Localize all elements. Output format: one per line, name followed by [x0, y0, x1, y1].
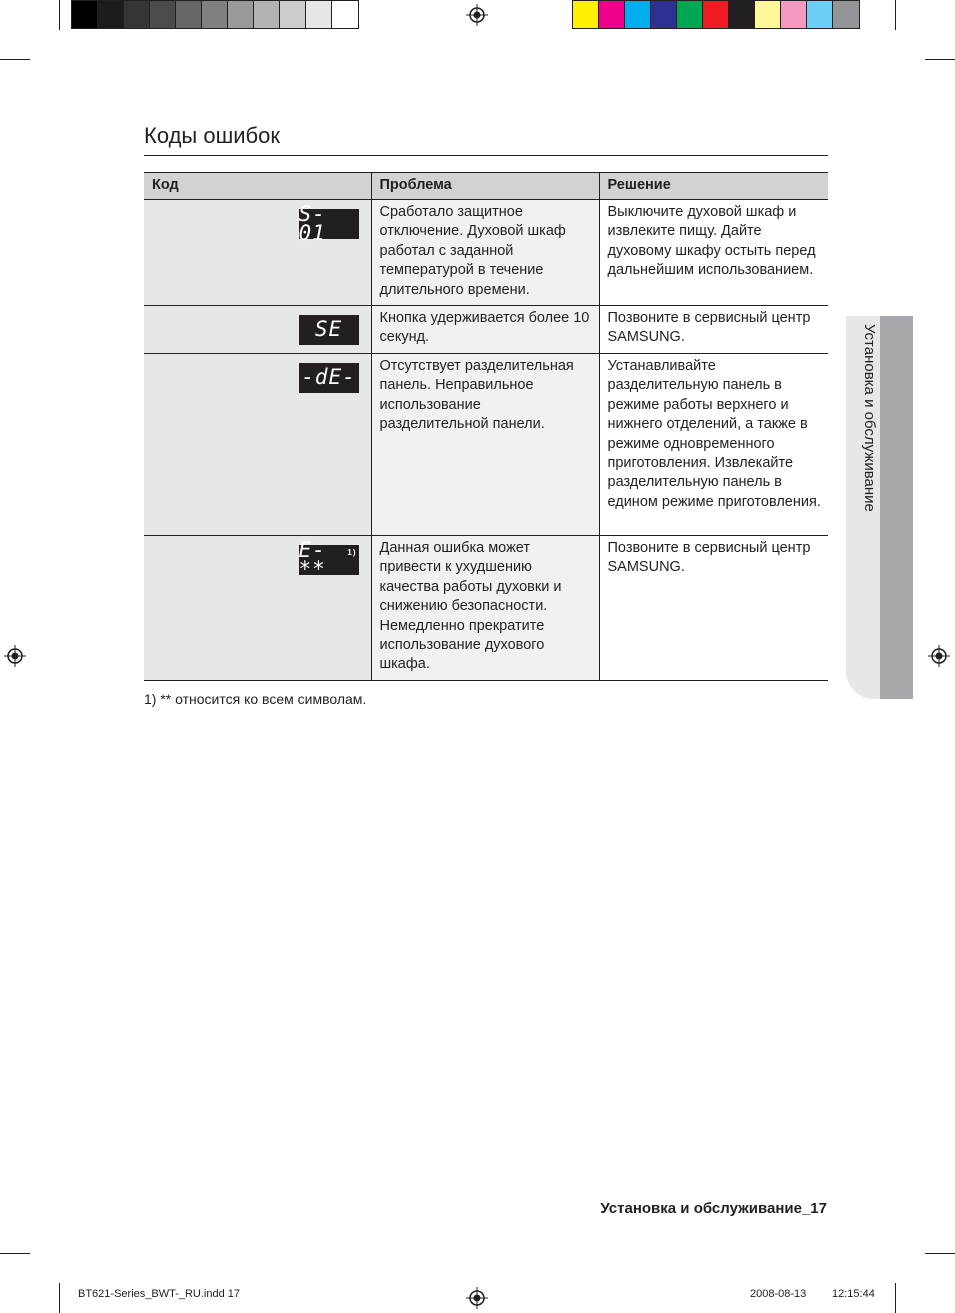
solution-cell: Устанавливайте разделительную панель в режиме работы верхнего и нижнего отделений, а также в режиме одновременного приготовления. Извлекайте разделительную панель в едином режиме приготовления.: [599, 354, 828, 536]
registration-mark-icon: [466, 4, 488, 26]
page-title: Коды ошибок: [144, 123, 280, 148]
problem-cell: Данная ошибка может привести к ухудшению качества работы духовки и снижению безопасности. Немедленно прекратите использование духового шкафа.: [371, 536, 599, 681]
color-swatch: [228, 1, 254, 28]
crop-mark: [59, 1283, 60, 1313]
section-side-tab: [846, 316, 913, 699]
color-swatch: [599, 1, 625, 28]
table-row: [144, 354, 828, 536]
print-time: 12:15:44: [832, 1288, 875, 1300]
header-solution: Решение: [599, 173, 828, 200]
code-cell: [144, 354, 371, 536]
crop-mark: [925, 59, 955, 60]
color-swatch: [254, 1, 280, 28]
code-cell: [144, 536, 371, 681]
color-swatch: [306, 1, 332, 28]
print-date: 2008-08-13: [750, 1288, 807, 1300]
crop-mark: [0, 1253, 30, 1254]
print-file-info: BT621-Series_BWT-_RU.indd 17: [78, 1288, 241, 1300]
color-swatch: [807, 1, 833, 28]
solution-cell: Позвоните в сервисный центр SAMSUNG.: [599, 536, 828, 681]
color-swatch: [755, 1, 781, 28]
solution-cell: Позвоните в сервисный центр SAMSUNG.: [599, 306, 828, 354]
page-footer: Установка и обслуживание_17: [600, 1200, 827, 1217]
table-header-row: [144, 173, 828, 200]
color-swatch: [703, 1, 729, 28]
color-swatch: [150, 1, 176, 28]
color-swatch: [781, 1, 807, 28]
lcd-code-text: E- **: [298, 537, 326, 581]
solution-cell: Выключите духовой шкаф и извлеките пищу. Дайте духовому шкафу остыть перед дальнейшим использованием.: [599, 200, 828, 306]
color-swatch: [833, 1, 859, 28]
grayscale-color-bar: [71, 0, 359, 29]
color-swatch: [280, 1, 306, 28]
error-codes-table: [144, 172, 828, 681]
lcd-code-display: SE: [299, 315, 359, 345]
problem-cell: Кнопка удерживается более 10 секунд.: [371, 306, 599, 354]
color-swatch: [72, 1, 98, 28]
lcd-code-display: S- 01: [299, 209, 359, 239]
header-problem: Проблема: [371, 173, 599, 200]
title-divider: [144, 155, 828, 156]
color-swatch: [729, 1, 755, 28]
color-swatch: [124, 1, 150, 28]
footnote: 1) ** относится ко всем символам.: [144, 691, 367, 707]
problem-cell: Сработало защитное отключение. Духовой шкаф работал с заданной температурой в течение длительного времени.: [371, 200, 599, 306]
table-row: [144, 306, 828, 354]
color-swatch: [625, 1, 651, 28]
color-swatch: [98, 1, 124, 28]
code-cell: [144, 200, 371, 306]
crop-mark: [925, 1253, 955, 1254]
color-swatch: [332, 1, 358, 28]
table-row: [144, 200, 828, 306]
table-row: [144, 536, 828, 681]
side-tab-dark: [880, 316, 913, 699]
crop-mark: [895, 1283, 896, 1313]
code-cell: [144, 306, 371, 354]
registration-mark-icon: [466, 1287, 488, 1309]
lcd-code-display: -dE-: [299, 363, 359, 393]
lcd-code-display: [298, 537, 359, 581]
footnote-marker: 1): [347, 548, 357, 557]
color-swatch: [651, 1, 677, 28]
color-swatch: [176, 1, 202, 28]
side-tab-label: Установка и обслуживание: [861, 324, 878, 512]
color-swatch: [202, 1, 228, 28]
color-swatch: [677, 1, 703, 28]
process-color-bar: [572, 0, 860, 29]
registration-mark-icon: [4, 645, 26, 667]
crop-mark: [59, 0, 60, 30]
crop-mark: [895, 0, 896, 30]
registration-mark-icon: [928, 645, 950, 667]
crop-mark: [0, 59, 30, 60]
problem-cell: Отсутствует разделительная панель. Неправильное использование разделительной панели.: [371, 354, 599, 536]
color-swatch: [573, 1, 599, 28]
header-code: Код: [144, 173, 371, 200]
